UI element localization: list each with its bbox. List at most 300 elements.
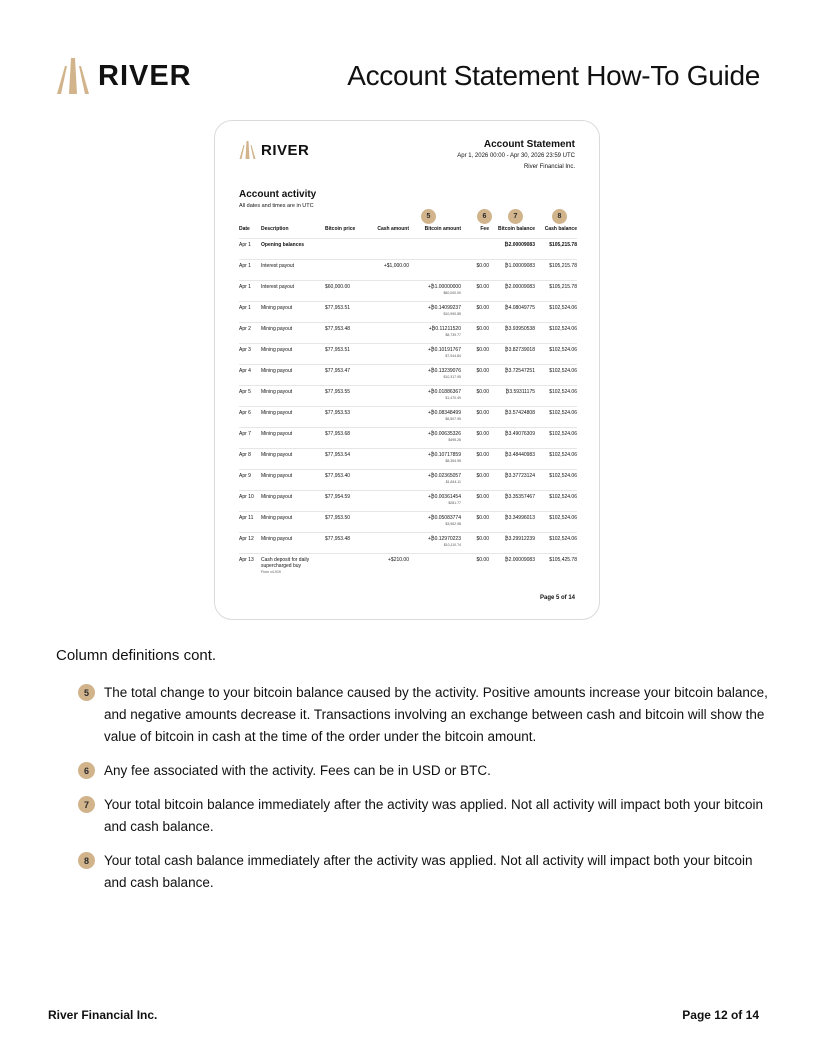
- cell-bitcoin-balance-value: ₿3.93950538: [504, 326, 535, 332]
- table-row: [239, 281, 577, 302]
- cell-description: [261, 470, 325, 491]
- cell-bitcoin-amount-value: +₿0.02365057: [427, 473, 461, 479]
- cell-cash-balance-value: $102,524.06: [549, 326, 577, 332]
- cell-cash-balance: [535, 449, 577, 470]
- cell-cash-balance-value: $105,215.78: [549, 284, 577, 290]
- cell-bitcoin-amount-value: +₿1.00000000: [427, 284, 461, 290]
- cell-bitcoin-price-value: $77,953.47: [325, 368, 351, 374]
- table-row: [239, 512, 577, 533]
- cell-cash-balance-value: $102,524.06: [549, 368, 577, 374]
- cell-date: [239, 239, 261, 260]
- cell-bitcoin-price-value: $77,953.54: [325, 452, 351, 458]
- cell-bitcoin-price-value: $77,953.55: [325, 389, 351, 395]
- table-row: [239, 407, 577, 428]
- bitcoin-amount-usd-value: $6,507.95: [445, 417, 461, 421]
- cell-fee: [461, 260, 489, 281]
- cell-bitcoin-balance-value: ₿3.82739018: [504, 347, 535, 353]
- bitcoin-amount-usd-value: $8,354.95: [445, 459, 461, 463]
- cell-fee-value: $0.00: [476, 515, 489, 521]
- cell-description: [261, 491, 325, 512]
- cell-bitcoin-amount: [409, 407, 461, 428]
- cell-fee-value: $0.00: [476, 557, 489, 563]
- river-mark-icon: [56, 58, 90, 94]
- cell-date: [239, 365, 261, 386]
- cell-bitcoin-amount: [409, 386, 461, 407]
- cell-cash-balance-value: $102,524.06: [549, 410, 577, 416]
- col-fee: Fee: [480, 226, 489, 232]
- cell-bitcoin-price: [325, 491, 369, 512]
- cell-bitcoin-price: [325, 281, 369, 302]
- cell-bitcoin-balance: [489, 386, 535, 407]
- cell-bitcoin-price: [325, 386, 369, 407]
- cell-bitcoin-amount: [409, 344, 461, 365]
- cell-bitcoin-amount: [409, 512, 461, 533]
- cell-bitcoin-amount-value: +₿0.14099237: [427, 305, 461, 311]
- description-note: From x4-919: [261, 570, 281, 574]
- cell-date-value: Apr 5: [239, 389, 251, 395]
- cell-description-value: Mining payout: [261, 326, 293, 332]
- cell-cash-balance: [535, 365, 577, 386]
- cell-cash-amount: [369, 449, 409, 470]
- cell-description: [261, 449, 325, 470]
- cell-bitcoin-balance: [489, 365, 535, 386]
- cell-description-value: Mining payout: [261, 410, 293, 416]
- cell-cash-balance-value: $102,524.06: [549, 389, 577, 395]
- cell-bitcoin-amount-value: +₿0.00635326: [427, 431, 461, 437]
- definition-text: The total change to your bitcoin balance caused by the activity. Positive amounts increase your bitcoin balance, and negative amounts decrease it. Transactions involving an exchange between cash and bitcoin will show the value of bitcoin in cash at the time of the order under the bitcoin amount.: [104, 685, 768, 744]
- table-header-row: [239, 225, 577, 239]
- cell-fee-value: $0.00: [476, 494, 489, 500]
- cell-date-value: Apr 8: [239, 452, 251, 458]
- cell-fee: [461, 323, 489, 344]
- cell-fee-value: $0.00: [476, 368, 489, 374]
- cell-description-value: Mining payout: [261, 515, 293, 521]
- bitcoin-amount-usd-value: $10,110.74: [443, 543, 461, 547]
- cell-fee-value: $0.00: [476, 347, 489, 353]
- cell-bitcoin-amount-value: +₿0.01886367: [427, 389, 461, 395]
- table-row: [239, 365, 577, 386]
- river-logo: [56, 58, 192, 94]
- cell-description: [261, 323, 325, 344]
- cell-bitcoin-price: [325, 554, 369, 575]
- table-row: [239, 428, 577, 449]
- definition-8: [78, 850, 768, 894]
- cell-date-value: Apr 6: [239, 410, 251, 416]
- cell-bitcoin-amount: [409, 533, 461, 554]
- cell-bitcoin-amount-value: +₿0.11211520: [428, 326, 461, 332]
- cell-fee: [461, 449, 489, 470]
- cell-description: [261, 428, 325, 449]
- cell-cash-balance-value: $102,524.06: [549, 473, 577, 479]
- cell-cash-balance: [535, 281, 577, 302]
- cell-date: [239, 344, 261, 365]
- cell-bitcoin-price: [325, 407, 369, 428]
- definitions-title: Column definitions cont.: [56, 647, 217, 664]
- cell-cash-balance: [535, 239, 577, 260]
- cell-description: [261, 302, 325, 323]
- cell-fee-value: $0.00: [476, 410, 489, 416]
- cell-bitcoin-amount: [409, 554, 461, 575]
- definition-text: Your total bitcoin balance immediately after the activity was applied. Not all activity will impact both your bitcoin and cash balance.: [104, 797, 764, 834]
- cell-bitcoin-price: [325, 365, 369, 386]
- table-row: [239, 323, 577, 344]
- cell-cash-balance-value: $102,524.06: [549, 536, 577, 542]
- cell-fee-value: $0.00: [476, 284, 489, 290]
- cell-cash-balance: [535, 428, 577, 449]
- river-mark-icon: [239, 141, 256, 159]
- cell-fee: [461, 470, 489, 491]
- cell-bitcoin-amount: [409, 239, 461, 260]
- bitcoin-amount-usd-value: $8,739.77: [445, 333, 461, 337]
- cell-bitcoin-balance-value: ₿1.00009083: [504, 263, 535, 269]
- cell-bitcoin-balance: [489, 428, 535, 449]
- cell-bitcoin-balance-value: ₿3.37723124: [504, 473, 535, 479]
- footer-company: River Financial Inc.: [48, 1008, 158, 1022]
- cell-cash-balance-value: $102,524.06: [549, 431, 577, 437]
- cell-date: [239, 323, 261, 344]
- cell-cash-amount: [369, 302, 409, 323]
- cell-bitcoin-price: [325, 533, 369, 554]
- cell-cash-amount: [369, 470, 409, 491]
- cell-description: [261, 533, 325, 554]
- table-row: [239, 470, 577, 491]
- cell-date-value: Apr 10: [239, 494, 254, 500]
- cell-cash-balance: [535, 491, 577, 512]
- table-row: [239, 491, 577, 512]
- cell-date-value: Apr 7: [239, 431, 251, 437]
- cell-bitcoin-amount: [409, 365, 461, 386]
- cell-date-value: Apr 12: [239, 536, 254, 542]
- cell-bitcoin-price: [325, 449, 369, 470]
- cell-bitcoin-price: [325, 323, 369, 344]
- cell-bitcoin-balance: [489, 554, 535, 575]
- cell-bitcoin-amount: [409, 491, 461, 512]
- cell-cash-amount: [369, 407, 409, 428]
- cell-cash-amount: [369, 533, 409, 554]
- cell-bitcoin-price: [325, 239, 369, 260]
- cell-bitcoin-price-value: $77,953.68: [325, 431, 351, 437]
- cell-bitcoin-balance-value: ₿4.08049775: [504, 305, 535, 311]
- cell-bitcoin-price: [325, 512, 369, 533]
- cell-cash-balance-value: $102,524.06: [549, 452, 577, 458]
- cell-date: [239, 512, 261, 533]
- definition-number-badge: 5: [78, 684, 95, 701]
- cell-bitcoin-amount-value: +₿0.00361454: [427, 494, 461, 500]
- cell-cash-amount-value: +$1,000.00: [383, 263, 409, 269]
- cell-description: [261, 239, 325, 260]
- bitcoin-amount-usd-value: $10,990.85: [443, 312, 461, 316]
- cell-bitcoin-price: [325, 260, 369, 281]
- table-body: [239, 239, 577, 575]
- activity-title: Account activity: [239, 189, 317, 200]
- footer-page-number: Page 12 of 14: [682, 1008, 759, 1022]
- cell-bitcoin-price-value: $77,953.51: [325, 347, 351, 353]
- cell-bitcoin-amount-value: +₿0.13239076: [427, 368, 461, 374]
- cell-bitcoin-amount: [409, 428, 461, 449]
- cell-cash-amount: [369, 386, 409, 407]
- cell-date-value: Apr 13: [239, 557, 254, 563]
- table-row: [239, 449, 577, 470]
- statement-title: Account Statement: [483, 139, 575, 150]
- cell-fee: [461, 491, 489, 512]
- cell-bitcoin-amount: [409, 449, 461, 470]
- cell-date: [239, 449, 261, 470]
- cell-cash-balance: [535, 407, 577, 428]
- cell-description: [261, 407, 325, 428]
- cell-description-value: Mining payout: [261, 452, 293, 458]
- cell-description: [261, 386, 325, 407]
- cell-fee-value: $0.00: [476, 431, 489, 437]
- cell-cash-amount: [369, 281, 409, 302]
- activity-subtitle: All dates and times are in UTC: [239, 203, 314, 209]
- cell-date: [239, 281, 261, 302]
- table-row: [239, 302, 577, 323]
- cell-date-value: Apr 1: [239, 263, 251, 269]
- cell-bitcoin-balance-value: ₿3.49076309: [504, 431, 535, 437]
- cell-bitcoin-price: [325, 302, 369, 323]
- cell-bitcoin-amount-value: +₿0.05083774: [427, 515, 461, 521]
- cell-bitcoin-balance: [489, 512, 535, 533]
- cell-bitcoin-amount-value: +₿0.10191767: [427, 347, 461, 353]
- cell-cash-amount: [369, 239, 409, 260]
- cell-description: [261, 281, 325, 302]
- bitcoin-amount-usd-value: $495.26: [448, 438, 461, 442]
- cell-bitcoin-balance: [489, 491, 535, 512]
- cell-cash-balance: [535, 260, 577, 281]
- cell-cash-balance-value: $102,524.06: [549, 494, 577, 500]
- cell-cash-amount: [369, 512, 409, 533]
- cell-bitcoin-amount: [409, 302, 461, 323]
- col-bitcoin-balance: Bitcoin balance: [498, 226, 535, 232]
- statement-company: River Financial Inc.: [523, 164, 575, 170]
- cell-bitcoin-price: [325, 470, 369, 491]
- table-row: [239, 260, 577, 281]
- statement-logo: [239, 141, 309, 159]
- cell-cash-balance: [535, 470, 577, 491]
- cell-fee: [461, 281, 489, 302]
- marker-7: 7: [508, 209, 523, 224]
- cell-description-value: Interest payout: [261, 284, 295, 290]
- cell-cash-amount: [369, 365, 409, 386]
- cell-date: [239, 260, 261, 281]
- cell-cash-amount: [369, 260, 409, 281]
- cell-date-value: Apr 1: [239, 284, 251, 290]
- cell-fee: [461, 344, 489, 365]
- cell-cash-balance-value: $105,215.78: [549, 242, 577, 248]
- cell-description-value: Opening balances: [261, 242, 305, 248]
- cell-description-value: Mining payout: [261, 536, 293, 542]
- cell-bitcoin-balance-value: ₿3.35357467: [504, 494, 535, 500]
- statement-preview: [214, 120, 600, 620]
- cell-bitcoin-price-value: $77,953.48: [325, 326, 351, 332]
- bitcoin-amount-usd-value: $7,944.84: [445, 354, 461, 358]
- cell-bitcoin-price-value: $77,953.51: [325, 305, 351, 311]
- cell-description-value: Interest payout: [261, 263, 295, 269]
- statement-period: Apr 1, 2026 00:00 - Apr 30, 2026 23:59 UTC: [457, 153, 575, 159]
- cell-date-value: Apr 1: [239, 305, 251, 311]
- cell-description-value: Mining payout: [261, 368, 293, 374]
- cell-bitcoin-balance: [489, 239, 535, 260]
- cell-fee: [461, 302, 489, 323]
- cell-description-value: Mining payout: [261, 431, 293, 437]
- definition-text: Any fee associated with the activity. Fees can be in USD or BTC.: [104, 763, 491, 778]
- cell-cash-balance-value: $102,524.06: [549, 305, 577, 311]
- bitcoin-amount-usd-value: $1,470.49: [445, 396, 461, 400]
- cell-fee: [461, 554, 489, 575]
- cell-bitcoin-amount: [409, 260, 461, 281]
- cell-date: [239, 302, 261, 323]
- cell-bitcoin-amount: [409, 281, 461, 302]
- cell-description: [261, 344, 325, 365]
- bitcoin-amount-usd-value: $10,317.95: [443, 375, 461, 379]
- marker-6: 6: [477, 209, 492, 224]
- cell-bitcoin-amount-value: +₿0.10717859: [427, 452, 461, 458]
- cell-bitcoin-balance-value: ₿3.72547251: [504, 368, 535, 374]
- cell-bitcoin-balance: [489, 260, 535, 281]
- cell-description-value: Cash deposit for daily supercharged buy: [261, 557, 310, 569]
- cell-description-value: Mining payout: [261, 305, 293, 311]
- cell-cash-balance-value: $102,524.06: [549, 515, 577, 521]
- bitcoin-amount-usd-value: $281.77: [448, 501, 461, 505]
- cell-bitcoin-balance-value: ₿2.00009083: [504, 284, 535, 290]
- cell-description-value: Mining payout: [261, 347, 293, 353]
- definition-text: Your total cash balance immediately after the activity was applied. Not all activity will impact both your bitcoin and cash balance.: [104, 853, 753, 890]
- marker-8: 8: [552, 209, 567, 224]
- cell-bitcoin-balance: [489, 533, 535, 554]
- cell-cash-amount: [369, 491, 409, 512]
- cell-date: [239, 407, 261, 428]
- cell-fee-value: $0.00: [476, 326, 489, 332]
- col-bitcoin-price: Bitcoin price: [325, 226, 356, 232]
- col-cash-balance: Cash balance: [544, 226, 577, 232]
- cell-fee: [461, 365, 489, 386]
- cell-bitcoin-balance-value: ₿3.34996013: [504, 515, 535, 521]
- cell-bitcoin-amount-value: +₿0.12970223: [427, 536, 461, 542]
- cell-bitcoin-balance: [489, 344, 535, 365]
- cell-date-value: Apr 1: [239, 242, 251, 248]
- activity-heading: [239, 189, 316, 209]
- col-bitcoin-amount: Bitcoin amount: [424, 226, 461, 232]
- cell-cash-amount-value: +$210.00: [388, 557, 409, 563]
- cell-date: [239, 470, 261, 491]
- cell-bitcoin-balance-value: ₿2.00009083: [504, 242, 535, 248]
- cell-date-value: Apr 4: [239, 368, 251, 374]
- activity-table: [239, 225, 577, 575]
- cell-cash-balance-value: $102,524.06: [549, 347, 577, 353]
- cell-fee: [461, 386, 489, 407]
- cell-cash-balance-value: $105,215.78: [549, 263, 577, 269]
- table-row: [239, 533, 577, 554]
- cell-date: [239, 428, 261, 449]
- cell-bitcoin-balance-value: ₿3.57424808: [504, 410, 535, 416]
- cell-bitcoin-balance: [489, 449, 535, 470]
- cell-fee: [461, 533, 489, 554]
- definition-6: [78, 760, 768, 782]
- cell-bitcoin-price-value: $77,953.50: [325, 515, 351, 521]
- marker-5: 5: [421, 209, 436, 224]
- cell-bitcoin-balance: [489, 470, 535, 491]
- cell-bitcoin-price: [325, 428, 369, 449]
- cell-date-value: Apr 9: [239, 473, 251, 479]
- definition-7: [78, 794, 768, 838]
- page-title: Account Statement How-To Guide: [347, 60, 760, 91]
- cell-cash-balance: [535, 386, 577, 407]
- cell-bitcoin-price-value: $77,953.40: [325, 473, 351, 479]
- cell-fee-value: $0.00: [476, 452, 489, 458]
- cell-fee: [461, 512, 489, 533]
- cell-bitcoin-balance-value: ₿2.00009083: [504, 557, 535, 563]
- col-date: Date: [239, 226, 250, 232]
- cell-cash-balance: [535, 554, 577, 575]
- cell-date: [239, 554, 261, 575]
- col-description: Description: [261, 226, 289, 232]
- cell-bitcoin-balance: [489, 302, 535, 323]
- cell-cash-amount: [369, 323, 409, 344]
- cell-description-value: Mining payout: [261, 389, 293, 395]
- statement-page-number: Page 5 of 14: [539, 595, 575, 601]
- cell-cash-balance: [535, 323, 577, 344]
- cell-bitcoin-balance-value: ₿3.29912239: [504, 536, 535, 542]
- cell-date-value: Apr 3: [239, 347, 251, 353]
- cell-description: [261, 260, 325, 281]
- cell-fee-value: $0.00: [476, 389, 489, 395]
- cell-cash-balance: [535, 512, 577, 533]
- cell-date-value: Apr 11: [239, 515, 254, 521]
- definition-number-badge: 8: [78, 852, 95, 869]
- cell-cash-balance-value: $105,425.78: [549, 557, 577, 563]
- cell-bitcoin-balance: [489, 323, 535, 344]
- table-row: [239, 344, 577, 365]
- cell-bitcoin-price-value: $77,953.53: [325, 410, 351, 416]
- cell-fee: [461, 407, 489, 428]
- cell-description: [261, 365, 325, 386]
- cell-bitcoin-balance-value: ₿3.48440983: [504, 452, 535, 458]
- bitcoin-amount-usd-value: $1,844.11: [445, 480, 461, 484]
- cell-cash-balance: [535, 344, 577, 365]
- cell-fee-value: $0.00: [476, 536, 489, 542]
- cell-description-value: Mining payout: [261, 494, 293, 500]
- bitcoin-amount-usd-value: $60,000.00: [443, 291, 461, 295]
- cell-cash-amount: [369, 554, 409, 575]
- cell-fee: [461, 428, 489, 449]
- brand-name: RIVER: [98, 59, 192, 92]
- table-row: [239, 239, 577, 260]
- definition-number-badge: 6: [78, 762, 95, 779]
- cell-description: [261, 554, 325, 575]
- cell-bitcoin-price-value: $60,000.00: [325, 284, 351, 290]
- statement-brand-name: RIVER: [261, 141, 310, 159]
- cell-bitcoin-balance: [489, 407, 535, 428]
- cell-bitcoin-amount: [409, 470, 461, 491]
- cell-bitcoin-price: [325, 344, 369, 365]
- cell-bitcoin-amount: [409, 323, 461, 344]
- cell-bitcoin-price-value: $77,953.48: [325, 536, 351, 542]
- cell-bitcoin-price-value: $77,954.59: [325, 494, 351, 500]
- statement-header: [457, 139, 575, 170]
- cell-bitcoin-balance: [489, 281, 535, 302]
- table-row: [239, 554, 577, 575]
- cell-cash-balance: [535, 533, 577, 554]
- cell-date-value: Apr 2: [239, 326, 251, 332]
- cell-fee-value: $0.00: [476, 305, 489, 311]
- cell-bitcoin-balance-value: ₿3.59311175: [505, 389, 535, 395]
- table-row: [239, 386, 577, 407]
- definition-5: [78, 682, 768, 748]
- cell-cash-amount: [369, 344, 409, 365]
- cell-description-value: Mining payout: [261, 473, 293, 479]
- cell-fee: [461, 239, 489, 260]
- cell-date: [239, 386, 261, 407]
